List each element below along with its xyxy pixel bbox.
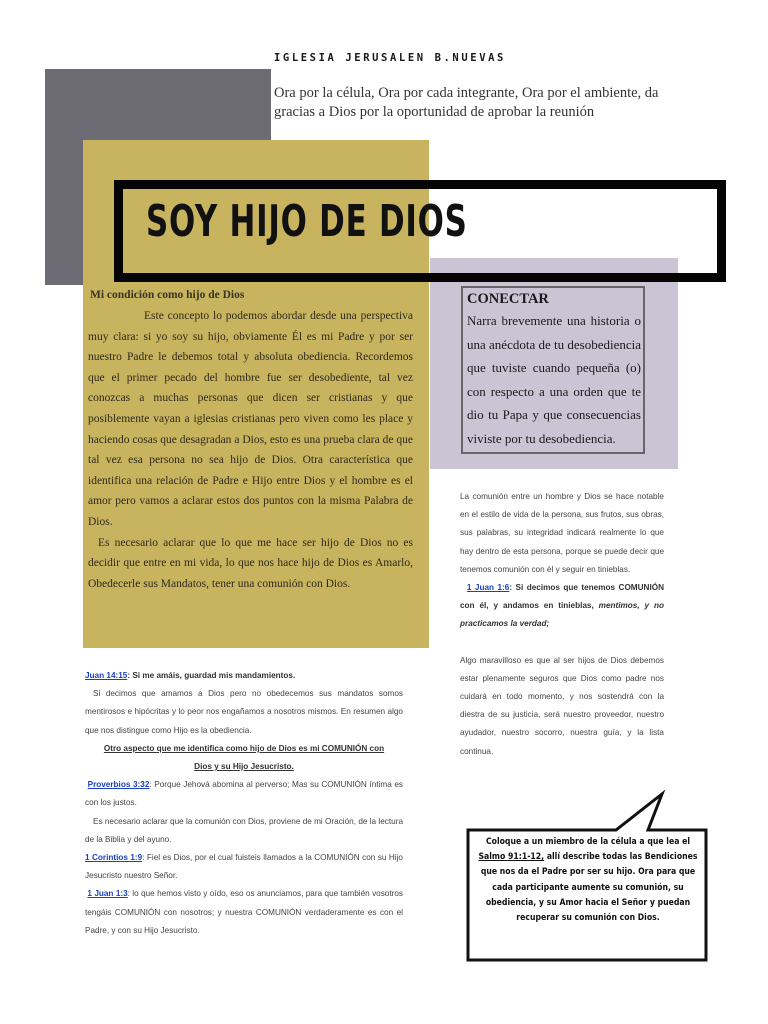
condition-body	[88, 306, 413, 594]
connect-title: CONECTAR	[467, 291, 549, 307]
bottom-paragraph-2: Es necesario aclarar que la comunión con Dios, proviene de mi Oración, de la lectura de la Biblia y del ayuno.	[85, 816, 403, 844]
verse-proverbios-3-32	[85, 776, 403, 812]
bottom-paragraph-1: Si decimos que amamos a Dios pero no obedecemos sus mandatos somos mentirosos e hipócritas y lo peor nos engañamos a nosotros mismos. En resumen algo que nos distingue como Hijo es la obediencia.	[85, 689, 403, 735]
connect-body: Narra brevemente una historia o una anécdota de tu desobediencia que tuviste cuando pequeña (o) con respecto a una orden que te dio tu Papa y que consecuencias viviste por tu desobediencia.	[467, 313, 641, 446]
verse-text: : Si me amáis, guardad mis mandamientos.	[127, 671, 296, 680]
intro-prayer-text: Ora por la célula, Ora por cada integrante, Ora por el ambiente, da gracias a Dios por la oportunidad de aprobar la reunión	[274, 85, 659, 120]
verse-1-corintios-1-9	[85, 849, 403, 885]
verse-1-juan-1-6	[460, 579, 664, 634]
psalm-reference: Salmo 91:1-12,	[478, 852, 545, 863]
verse-text: : Si decimos que tenemos COMUNIÓN con él, y andamos en tinieblas,	[460, 583, 665, 611]
right-column	[460, 488, 664, 761]
verse-ref-link[interactable]: 1 Juan 1:3	[87, 889, 128, 899]
condition-heading: Mi condición como hijo de Dios	[90, 289, 245, 301]
callout-text-pre: Coloque a un miembro de la célula a que lea el	[485, 837, 690, 847]
callout-text-post: allí describe todas las Bendiciones que nos da el Padre por ser su hijo. Ora para que cada participante aumente su comunión, su obediencia, y su Amor hacia el Señor y puedan recuperar su comunión con Dios.	[480, 852, 698, 924]
verse-text: : Fiel es Dios, por el cual fuisteis llamados a la COMUNIÓN con su Hijo Jesucristo nuestro Señor.	[85, 853, 403, 881]
condition-paragraph-1: Este concepto lo podemos abordar desde una perspectiva muy clara: si yo soy su hijo, obviamente Él es mi Padre y por ser nuestro Padre le debemos total y absoluta obediencia. Recordemos que el primer pecado del hombre fue ser desobediente, tal vez conozcas a muchas personas que dicen ser cristianas y que posiblemente vayan a iglesias cristianas pero viven como les place y haciendo cosas que desagradan a Dios, esto es una prueba clara de que tal vez esa persona no sea hijo de Dios. Otra característica que identifica una relación de Padre e Hijo entre Dios y el hombre es el amor pero vamos a aclarar estos dos puntos con la misma Palabra de Dios.	[88, 310, 413, 528]
verse-text: : lo que hemos visto y oído, eso os anunciamos, para que también vosotros tengáis COMUNIÓN con nosotros; y nuestra COMUNIÓN verdaderamente es con el Padre, y con su Hijo Jesucristo.	[85, 889, 404, 935]
verse-1-juan-1-3	[85, 885, 403, 940]
verse-juan-14-15	[85, 667, 403, 685]
page-title: SOY HIJO DE DIOS	[146, 196, 468, 247]
callout-text	[472, 835, 704, 926]
connect-box	[461, 286, 645, 454]
verse-ref-link[interactable]: Proverbios 3:32	[87, 780, 150, 790]
verse-ref-link[interactable]: 1 Juan 1:6	[466, 583, 510, 593]
condition-paragraph-2: Es necesario aclarar que lo que me hace ser hijo de Dios no es decidir que entre en mi vida, lo que nos hace hijo de Dios es Amarlo, Obedecerle sus Mandatos, tener una comunión con Dios.	[88, 536, 413, 590]
verse-ref-link[interactable]: 1 Corintios 1:9	[85, 853, 143, 863]
bottom-subheading: Otro aspecto que me identifica como hijo de Dios es mi COMUNIÓN con Dios y su Hijo Jesucristo.	[103, 743, 385, 772]
verse-ref-link[interactable]: Juan 14:15	[85, 671, 128, 680]
right-paragraph-1: La comunión entre un hombre y Dios se hace notable en el estilo de vida de la persona, sus frutos, sus obras, sus palabras, su integridad indicará realmente lo que hay dentro de esta persona, porque se puede decir que tenemos comunión con él y seguir en tinieblas.	[460, 492, 664, 574]
verse-text: : Porque Jehová abomina al perverso; Mas su COMUNIÓN íntima es con los justos.	[85, 780, 403, 808]
verse-text-italic: mentimos, y no practicamos la verdad;	[460, 601, 664, 629]
church-header: IGLESIA JERUSALEN B.NUEVAS	[274, 52, 506, 64]
right-paragraph-2: Algo maravilloso es que al ser hijos de Dios debemos estar plenamente seguros que Dios como padre nos cuidará en todo momento, y nos sostendrá con la diestra de su justicia, será nuestro proveedor, nuestro ayudador, nuestro socorro, nuestra guía, y la lista continua.	[460, 655, 664, 756]
bottom-column	[85, 667, 403, 940]
